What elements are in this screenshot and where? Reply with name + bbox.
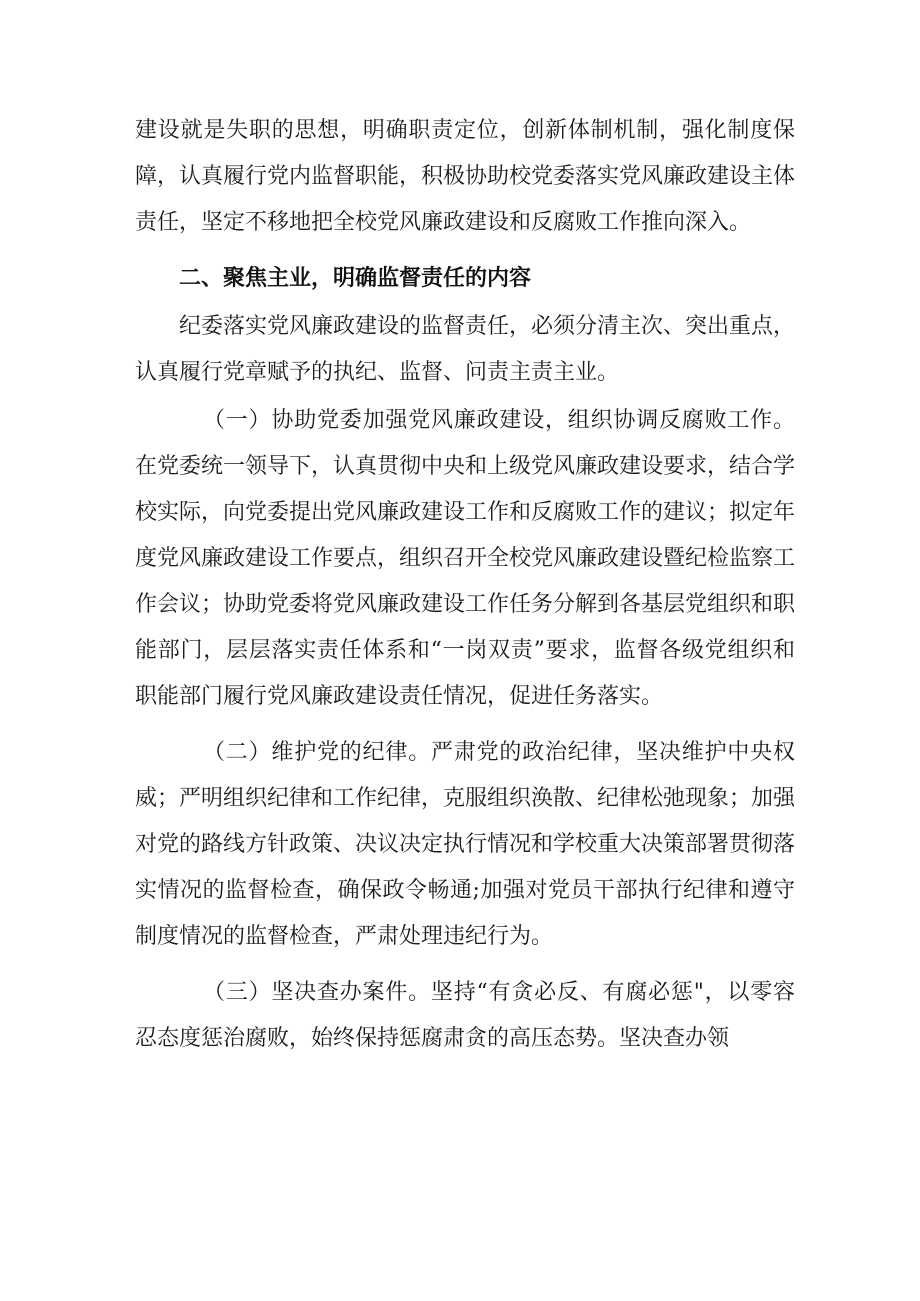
section-heading: 二、聚焦主业，明确监督责任的内容 <box>179 266 532 291</box>
paragraph-item-1: （一）协助党委加强党风廉政建设，组织协调反腐败工作。在党委统一领导下，认真贯彻中央和上级党风廉政建设要求，结合学校实际，向党委提出党风廉政建设工作和反腐败工作的建议；拟定年度党风廉政建设工作要点，组织召开全校党风廉政建设暨纪检监察工作会议；协助党委将党风廉政建设工作任务分解到各基层党组织和职能部门，层层落实责任体系和“一岗双责”要求，监督各级党组织和职能部门履行党风廉政建设责任情况，促进任务落实。 <box>135 408 796 709</box>
paragraph-item-2: （二）维护党的纪律。严肃党的政治纪律，坚决维护中央权威；严明组织纪律和工作纪律，克服组织涣散、纪律松弛现象；加强对党的路线方针政策、决议决定执行情况和学校重大决策部署贯彻落实情况的监督检查，确保政令畅通;加强对党员干部执行纪律和遵守制度情况的监督检查，严肃处理违纪行为。 <box>135 740 796 949</box>
paragraph-continuation: 建设就是失职的思想，明确职责定位，创新体制机制，强化制度保障，认真履行党内监督职能，积极协助校党委落实党风廉政建设主体责任，坚定不移地把全校党风廉政建设和反腐败工作推向深入。 <box>135 118 796 235</box>
document-body <box>135 108 795 1062</box>
paragraph-intro: 纪委落实党风廉政建设的监督责任，必须分清主次、突出重点，认真履行党章赋予的执纪、监督、问责主责主业。 <box>135 314 796 385</box>
paragraph-item-3: （三）坚决查办案件。坚持“有贪必反、有腐必惩"，以零容忍态度惩治腐败，始终保持惩腐肃贪的高压态势。坚决查办领 <box>135 980 795 1051</box>
